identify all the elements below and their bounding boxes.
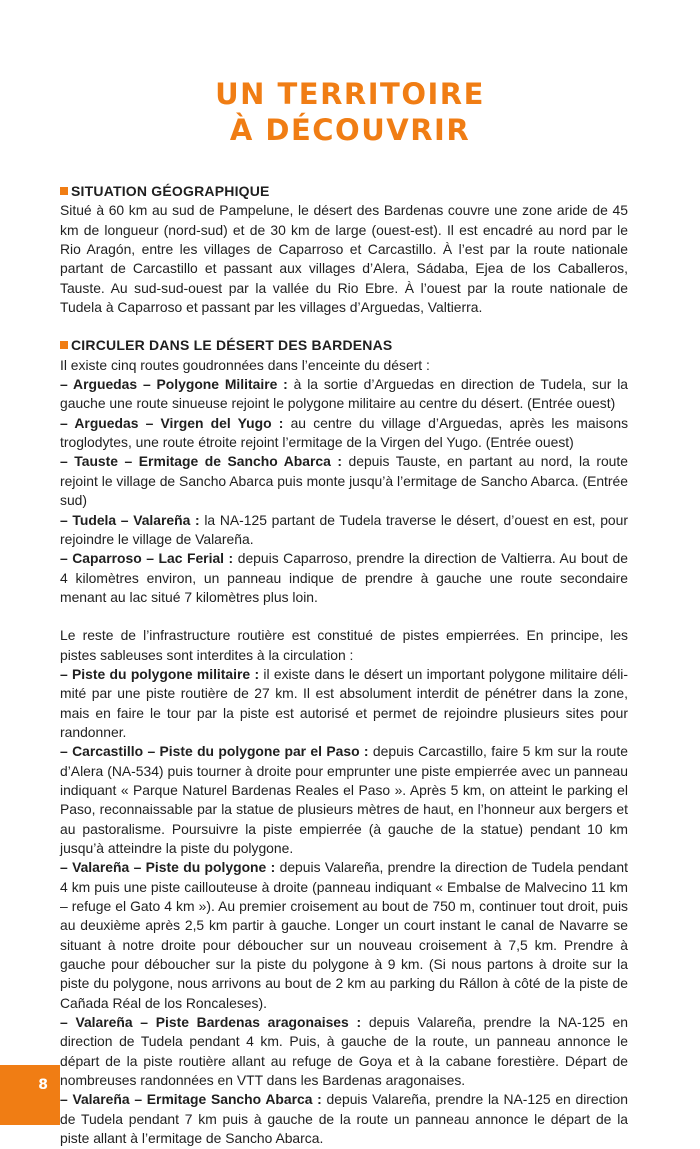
page-number-tab [0,1065,60,1125]
track-item [60,1013,628,1090]
road-item [60,414,628,453]
road-item [60,511,628,550]
road-description: depuis Tauste, en partant au nord, la route rejoint le village de Sancho Abarca puis monte jusqu’à l’ermitage de Sancho Abarca. (Entrée sud) [60,453,628,509]
page-title [0,76,700,148]
spacer [60,607,628,626]
road-description: à la sortie d’Arguedas en direction de Tudela, sur la gauche une route sinueuse rejoint le polygone militaire au centre du désert. (Entrée ouest) [60,376,628,412]
square-bullet-icon [60,187,68,195]
section-heading-situation [60,182,628,201]
road-name: – Tudela – Valareña : [60,511,200,528]
track-description: depuis Valareña, prendre la NA-125 en direction de Tudela pendant 4 km. Puis, à gauche de la route, un panneau annonce le départ de la piste routière allant au refuge de Goya et à la cabane forestière. Départ de nombreuses randonnées en VTT dans les Bardenas aragonaises. [60,1014,628,1089]
track-description: depuis Valareña, prendre la direction de Tudela pendant 4 km puis une piste caillouteuse à droite (panneau indiquant « Embalse de Malvecino 11 km – refuge el Gato 4 km »). Au premier croisement au bout de 750 m, continuer tout droit, puis au deuxième après 2,5 km partir à gauche. Longer un court instant le canal de Navarre se situant à notre droite pour déboucher sur un nouveau croisement à 7,5 km. Prendre à gauche pour déboucher sur la piste du polygone à 9 km. (Si nous partons à droite sur la piste du polygone, nous arrivons au bout de 2 km au parking du Rállon à côté de la piste de Cañada Réal de los Roncaleses). [60,859,628,1011]
tracks-intro: Le reste de l’infrastructure routière est constitué de pistes empierrées. En principe, les pistes sableuses sont interdites à la circulation : [60,627,628,663]
track-name: – Piste du polygone militaire : [60,665,260,682]
road-name: – Arguedas – Polygone Militaire : [60,376,288,393]
title-line-2: À DÉCOUVRIR [229,113,471,147]
road-description: depuis Caparroso, prendre la direction de Valtierra. Au bout de 4 kilomètres environ, un panneau indique de prendre à gauche une route secondaire menant au lac situé 7 kilomètres plus loin. [60,550,628,605]
page-number: 8 [38,1077,48,1093]
track-item [60,1090,628,1148]
section-heading-text: CIRCULER DANS LE DÉSERT DES BARDENAS [71,337,393,354]
road-item [60,375,628,414]
square-bullet-icon [60,341,68,349]
track-name: – Valareña – Ermitage Sancho Abarca : [60,1091,322,1108]
article-body [60,182,628,1149]
track-name: – Carcastillo – Piste du polygone par el Paso : [60,743,369,760]
road-name: – Tauste – Ermitage de Sancho Abarca : [60,453,342,470]
track-item [60,742,628,858]
road-description: au centre du village d’Arguedas, après les maisons troglodytes, une route étroite rejoint l’ermitage de la Virgen del Yugo. (Entrée ouest) [60,414,629,451]
track-description: depuis Carcastillo, faire 5 km sur la route d’Alera (NA-534) puis tourner à droite pour emprunter une piste empierrée avec un panneau indiquant « Parque Naturel Bardenas Reales el Paso ». Après 5 km, on atteint le parking el Paso, reconnaissable par la statue de plusieurs mètres de haut, en l’honneur aux bergers et au pastoralisme. Poursuivre la piste empierrée (à gauche de la statue) pendant 10 km jusqu’à atteindre la piste du polygone. [60,743,628,856]
track-name: – Valareña – Piste du polygone : [60,859,276,876]
track-item [60,858,628,1013]
track-description: depuis Valareña, prendre la NA-125 en direction de Tudela pendant 7 km puis à gauche de la route un panneau annonce le départ de la piste allant à l’ermitage de Sancho Abarca. [60,1091,628,1147]
road-item [60,452,628,510]
road-description: la NA-125 partant de Tudela traverse le désert, d’ouest en est, pour rejoindre le village de Valareña. [60,511,628,547]
section-heading-circuler [60,336,628,355]
road-item [60,549,628,607]
section-heading-text: SITUATION GÉOGRAPHIQUE [71,183,270,199]
road-name: – Caparroso – Lac Ferial : [60,550,234,567]
title-line-1: UN TERRITOIRE [215,77,485,111]
situation-paragraph: Situé à 60 km au sud de Pampelune, le désert des Bardenas couvre une zone aride de 45 km de longueur (nord-sud) et de 30 km de large (ouest-est). Il est encadré au nord par le Rio Aragón, entre les villages de Caparroso et Carcastillo. À l’est par la route nationale partant de Carcastillo et passant aux villages d’Alera, Sádaba, Ejea de los Caballeros, Tauste. Au sud-sud-ouest par la vallée du Rio Ebre. À l’ouest par la route nationale de Tudela à Caparroso et passant par les villages d’Arguedas, Valtierra. [60,202,628,316]
track-description: il existe dans le désert un important polygone militaire déli-mité par une piste routière de 27 km. Il est absolument interdit de pénétrer dans la zone, mais en faire le tour par la piste est autorisé et permet de rejoindre plusieurs sites pour randonner. [60,665,628,740]
road-name: – Arguedas – Virgen del Yugo : [60,414,284,431]
spacer [60,317,628,336]
roads-intro: Il existe cinq routes goudronnées dans l’enceinte du désert : [60,356,430,373]
track-name: – Valareña – Piste Bardenas aragonaises : [60,1014,362,1031]
track-item [60,665,628,742]
